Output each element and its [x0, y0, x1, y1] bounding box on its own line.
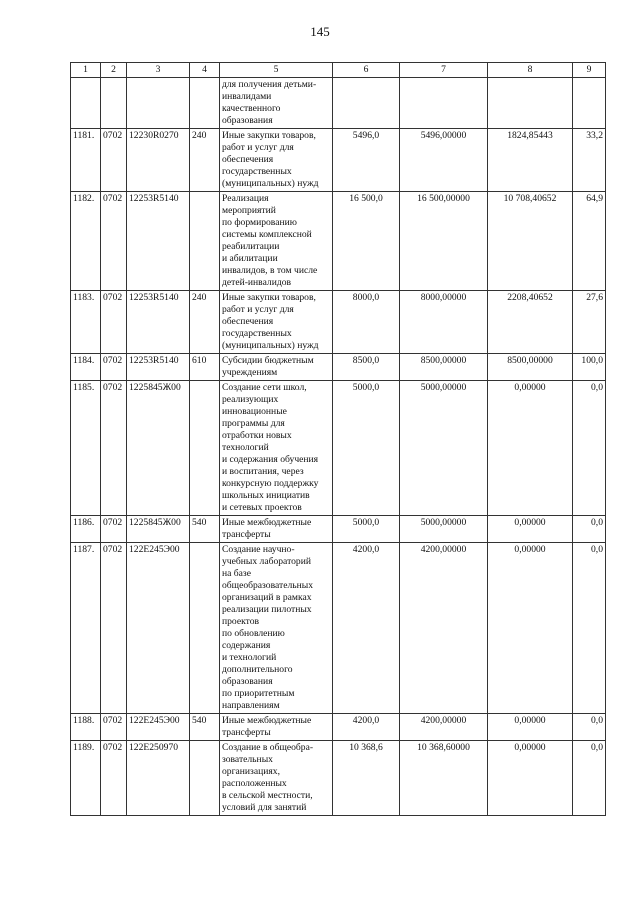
section-code: 0702: [101, 291, 127, 354]
row-number: 1188.: [71, 714, 101, 741]
expense-type-code: 240: [190, 291, 220, 354]
row-number: 1189.: [71, 741, 101, 816]
table-row: [71, 291, 606, 354]
execution-percent: [573, 78, 606, 129]
approved-amount: 16 500,0: [333, 192, 400, 291]
section-code: 0702: [101, 381, 127, 516]
section-code: 0702: [101, 354, 127, 381]
executed-amount: 0,00000: [488, 516, 573, 543]
section-code: 0702: [101, 192, 127, 291]
refined-amount: 5496,00000: [400, 129, 488, 192]
table-row: [71, 354, 606, 381]
expense-name: Иные закупки товаров, работ и услуг для обеспечения государственных (муниципальных) нужд: [220, 129, 333, 192]
section-code: 0702: [101, 714, 127, 741]
expense-type-code: [190, 741, 220, 816]
column-header-8: 8: [488, 63, 573, 78]
budget-table: [70, 62, 606, 816]
refined-amount: 8000,00000: [400, 291, 488, 354]
expense-name: Иные закупки товаров, работ и услуг для обеспечения государственных (муниципальных) нужд: [220, 291, 333, 354]
execution-percent: 64,9: [573, 192, 606, 291]
target-article-code: 122Е250970: [127, 741, 190, 816]
execution-percent: 0,0: [573, 543, 606, 714]
expense-type-code: 540: [190, 516, 220, 543]
column-header-4: 4: [190, 63, 220, 78]
execution-percent: 27,6: [573, 291, 606, 354]
execution-percent: 0,0: [573, 741, 606, 816]
row-number: 1187.: [71, 543, 101, 714]
expense-type-code: [190, 78, 220, 129]
executed-amount: 0,00000: [488, 714, 573, 741]
target-article-code: 12253R5140: [127, 291, 190, 354]
column-header-3: 3: [127, 63, 190, 78]
row-number: 1186.: [71, 516, 101, 543]
refined-amount: 4200,00000: [400, 543, 488, 714]
target-article-code: 12253R5140: [127, 192, 190, 291]
header-row: [71, 63, 606, 78]
row-number: 1184.: [71, 354, 101, 381]
expense-name: для получения детьми- инвалидами качественного образования: [220, 78, 333, 129]
executed-amount: [488, 78, 573, 129]
table-row: [71, 741, 606, 816]
expense-name: Создание научно- учебных лабораторий на базе общеобразовательных организаций в рамках реализации пилотных проектов по обновлению содержания и технологий дополнительного образования по приоритетным направлениям: [220, 543, 333, 714]
expense-name: Субсидии бюджетным учреждениям: [220, 354, 333, 381]
target-article-code: 12253R5140: [127, 354, 190, 381]
row-number: 1183.: [71, 291, 101, 354]
approved-amount: 4200,0: [333, 714, 400, 741]
execution-percent: 0,0: [573, 516, 606, 543]
row-number: [71, 78, 101, 129]
refined-amount: 16 500,00000: [400, 192, 488, 291]
column-header-1: 1: [71, 63, 101, 78]
table-row: [71, 192, 606, 291]
approved-amount: [333, 78, 400, 129]
column-header-7: 7: [400, 63, 488, 78]
expense-name: Иные межбюджетные трансферты: [220, 516, 333, 543]
target-article-code: 12230R0270: [127, 129, 190, 192]
approved-amount: 8000,0: [333, 291, 400, 354]
column-header-5: 5: [220, 63, 333, 78]
execution-percent: 100,0: [573, 354, 606, 381]
column-header-9: 9: [573, 63, 606, 78]
approved-amount: 4200,0: [333, 543, 400, 714]
refined-amount: 5000,00000: [400, 381, 488, 516]
table-row: [71, 516, 606, 543]
approved-amount: 5000,0: [333, 381, 400, 516]
page-number: 145: [310, 24, 330, 39]
table-row: [71, 78, 606, 129]
expense-type-code: 610: [190, 354, 220, 381]
row-number: 1185.: [71, 381, 101, 516]
section-code: 0702: [101, 543, 127, 714]
refined-amount: 4200,00000: [400, 714, 488, 741]
section-code: 0702: [101, 516, 127, 543]
executed-amount: 1824,85443: [488, 129, 573, 192]
approved-amount: 5000,0: [333, 516, 400, 543]
execution-percent: 33,2: [573, 129, 606, 192]
executed-amount: 0,00000: [488, 381, 573, 516]
expense-name: Создание в общеобра- зовательных организациях, расположенных в сельской местности, условий для занятий: [220, 741, 333, 816]
refined-amount: 5000,00000: [400, 516, 488, 543]
target-article-code: 122Е245Э00: [127, 543, 190, 714]
row-number: 1182.: [71, 192, 101, 291]
section-code: 0702: [101, 129, 127, 192]
target-article-code: [127, 78, 190, 129]
table-row: [71, 543, 606, 714]
approved-amount: 8500,0: [333, 354, 400, 381]
target-article-code: 122Е245Э00: [127, 714, 190, 741]
execution-percent: 0,0: [573, 381, 606, 516]
column-header-6: 6: [333, 63, 400, 78]
executed-amount: 0,00000: [488, 741, 573, 816]
executed-amount: 10 708,40652: [488, 192, 573, 291]
expense-type-code: 540: [190, 714, 220, 741]
executed-amount: 2208,40652: [488, 291, 573, 354]
expense-name: Реализация мероприятий по формированию системы комплексной реабилитации и абилитации инвалидов, в том числе детей-инвалидов: [220, 192, 333, 291]
row-number: 1181.: [71, 129, 101, 192]
target-article-code: 1225845Ж00: [127, 381, 190, 516]
expense-type-code: [190, 543, 220, 714]
approved-amount: 5496,0: [333, 129, 400, 192]
refined-amount: 10 368,60000: [400, 741, 488, 816]
refined-amount: 8500,00000: [400, 354, 488, 381]
target-article-code: 1225845Ж00: [127, 516, 190, 543]
section-code: 0702: [101, 741, 127, 816]
table-row: [71, 129, 606, 192]
column-header-2: 2: [101, 63, 127, 78]
executed-amount: 0,00000: [488, 543, 573, 714]
execution-percent: 0,0: [573, 714, 606, 741]
table-row: [71, 381, 606, 516]
section-code: [101, 78, 127, 129]
expense-type-code: 240: [190, 129, 220, 192]
expense-name: Иные межбюджетные трансферты: [220, 714, 333, 741]
expense-name: Создание сети школ, реализующих инновационные программы для отработки новых технологий и содержания обучения и воспитания, через конкурсную поддержку школьных инициатив и сетевых проектов: [220, 381, 333, 516]
expense-type-code: [190, 381, 220, 516]
expense-type-code: [190, 192, 220, 291]
table-row: [71, 714, 606, 741]
refined-amount: [400, 78, 488, 129]
executed-amount: 8500,00000: [488, 354, 573, 381]
approved-amount: 10 368,6: [333, 741, 400, 816]
